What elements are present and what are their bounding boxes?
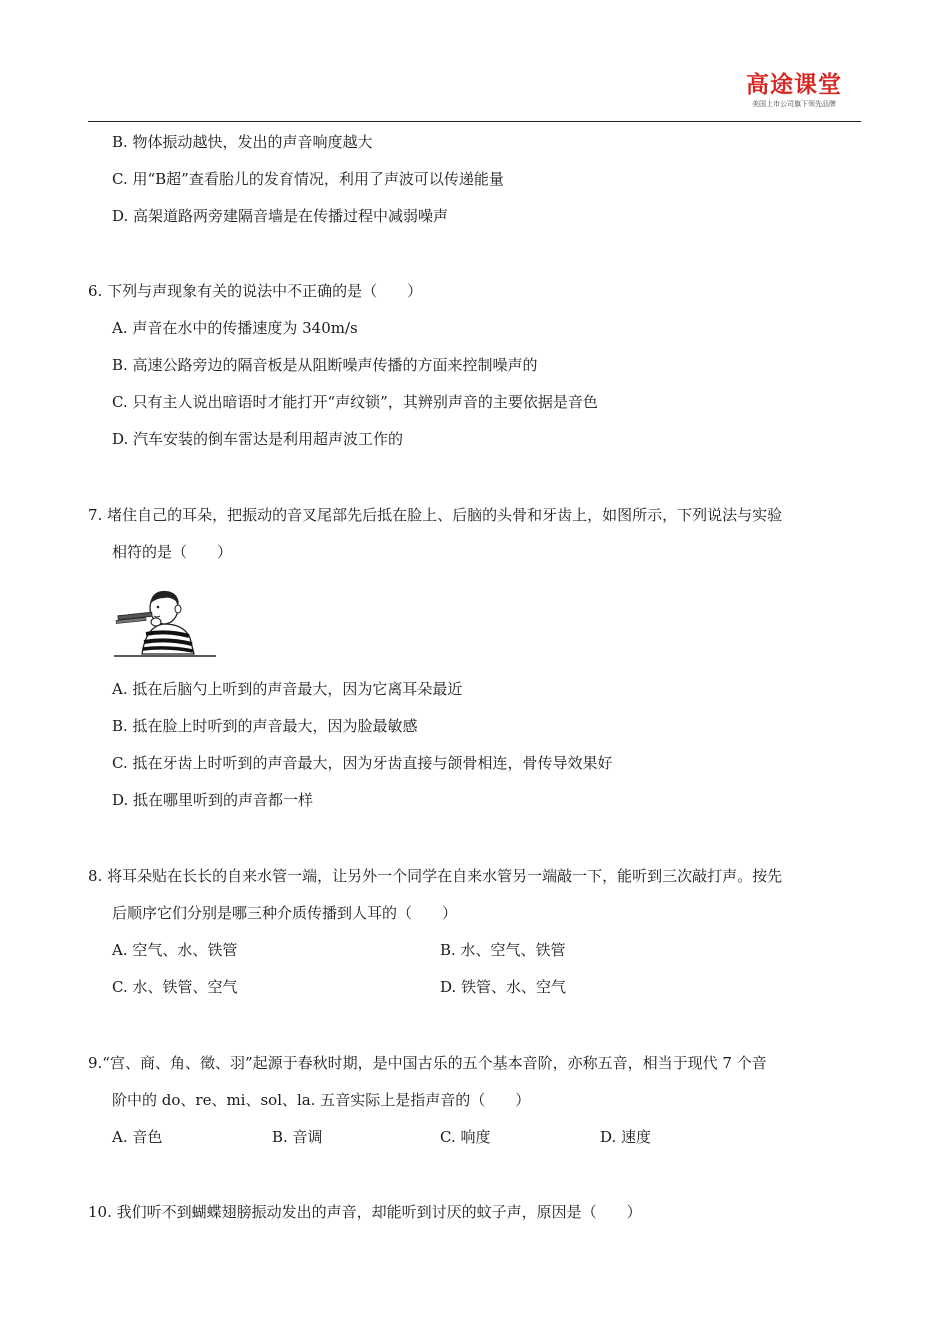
q6-option-b: B. 高速公路旁边的隔音板是从阻断噪声传播的方面来控制噪声的: [112, 356, 538, 374]
q6-option-a: A. 声音在水中的传播速度为 340m/s: [112, 319, 358, 337]
q9-option-a: A. 音色: [112, 1128, 163, 1146]
logo-title: 高途课堂: [746, 72, 842, 98]
q9-stem-line1: 9.“宫、商、角、徵、羽”起源于春秋时期，是中国古乐的五个基本音阶，亦称五音，相当于现代 7 个音: [88, 1054, 767, 1072]
q8-option-c: C. 水、铁管、空气: [112, 978, 238, 996]
q5-option-b: B. 物体振动越快，发出的声音响度越大: [112, 133, 373, 151]
q6-option-c: C. 只有主人说出暗语时才能打开“声纹锁”，其辨别声音的主要依据是音色: [112, 393, 598, 411]
child-tuning-fork-illustration: [112, 586, 220, 661]
q8-stem-line2: 后顺序它们分别是哪三种介质传播到人耳的（ ）: [112, 904, 458, 922]
q9-option-c: C. 响度: [440, 1128, 491, 1146]
q6-stem: 6. 下列与声现象有关的说法中不正确的是（ ）: [88, 282, 423, 300]
q8-option-a: A. 空气、水、铁管: [112, 941, 238, 959]
q7-stem-line2: 相符的是（ ）: [112, 543, 233, 561]
q7-option-b: B. 抵在脸上时听到的声音最大，因为脸最敏感: [112, 717, 418, 735]
q7-option-d: D. 抵在哪里听到的声音都一样: [112, 791, 314, 809]
q8-option-d: D. 铁管、水、空气: [440, 978, 567, 996]
q7-option-c: C. 抵在牙齿上时听到的声音最大，因为牙齿直接与颌骨相连，骨传导效果好: [112, 754, 613, 772]
q9-option-d: D. 速度: [600, 1128, 652, 1146]
q5-option-c: C. 用“B超”查看胎儿的发育情况，利用了声波可以传递能量: [112, 170, 504, 188]
q7-option-a: A. 抵在后脑勺上听到的声音最大，因为它离耳朵最近: [112, 680, 463, 698]
q10-stem: 10. 我们听不到蝴蝶翅膀振动发出的声音，却能听到讨厌的蚊子声，原因是（ ）: [88, 1203, 642, 1221]
brand-logo: [738, 72, 850, 109]
q6-option-d: D. 汽车安装的倒车雷达是利用超声波工作的: [112, 430, 404, 448]
logo-subtitle: 美国上市公司旗下领先品牌: [752, 100, 836, 108]
q5-option-d: D. 高架道路两旁建隔音墙是在传播过程中减弱噪声: [112, 207, 449, 225]
q9-stem-line2: 阶中的 do、re、mi、sol、la. 五音实际上是指声音的（ ）: [112, 1091, 531, 1109]
q9-option-b: B. 音调: [272, 1128, 323, 1146]
q7-stem-line1: 7. 堵住自己的耳朵，把振动的音叉尾部先后抵在脸上、后脑的头骨和牙齿上，如图所示，下列说法与实验: [88, 506, 783, 524]
header-divider: [88, 121, 861, 122]
q8-stem-line1: 8. 将耳朵贴在长长的自来水管一端，让另外一个同学在自来水管另一端敲一下，能听到三次敲打声。按先: [88, 867, 783, 885]
q8-option-b: B. 水、空气、铁管: [440, 941, 566, 959]
